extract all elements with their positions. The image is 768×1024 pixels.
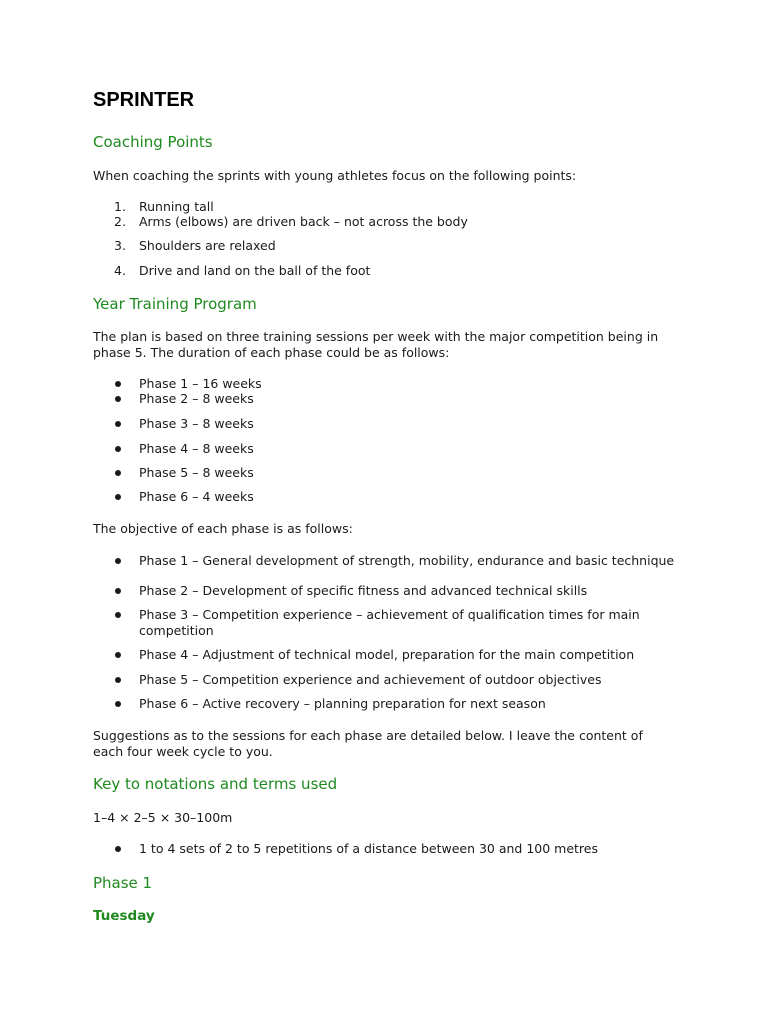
heading-phase-1: Phase 1 [93, 874, 153, 892]
bullet-icon [115, 612, 121, 618]
list-item: Phase 3 – Competition experience – achievement of qualification times for main competition [139, 607, 640, 638]
bullet-icon [115, 558, 121, 564]
list-item: Phase 6 – 4 weeks [139, 489, 254, 504]
list-item: Phase 1 – General development of strength, mobility, endurance and basic technique [139, 553, 675, 568]
list-number: 3. [114, 238, 126, 253]
list-item: Phase 2 – 8 weeks [139, 391, 254, 406]
heading-year-training-program: Year Training Program [93, 295, 257, 313]
list-number: 4. [114, 263, 126, 278]
list-item: Drive and land on the ball of the foot [139, 263, 371, 278]
suggestions-paragraph: Suggestions as to the sessions for each phase are detailed below. I leave the content of each four week cycle to you. [93, 728, 643, 759]
list-number: 1. [114, 199, 126, 214]
coaching-intro: When coaching the sprints with young athletes focus on the following points: [93, 168, 577, 183]
heading-tuesday: Tuesday [93, 908, 155, 924]
year-intro: The plan is based on three training sessions per week with the major competition being in phase 5. The duration of each phase could be as follows: [93, 329, 659, 360]
list-item: Phase 5 – Competition experience and achievement of outdoor objectives [139, 672, 602, 687]
list-item: Shoulders are relaxed [139, 238, 276, 253]
bullet-icon [115, 446, 121, 452]
list-item: Phase 4 – Adjustment of technical model, preparation for the main competition [139, 647, 635, 662]
bullet-icon [115, 652, 121, 658]
bullet-icon [115, 677, 121, 683]
bullet-icon [115, 421, 121, 427]
bullet-icon [115, 846, 121, 852]
bullet-icon [115, 701, 121, 707]
list-item: Arms (elbows) are driven back – not across the body [139, 214, 468, 229]
list-item: Phase 2 – Development of specific fitness and advanced technical skills [139, 583, 588, 598]
list-item: 1 to 4 sets of 2 to 5 repetitions of a distance between 30 and 100 metres [139, 841, 599, 856]
bullet-icon [115, 396, 121, 402]
objective-intro: The objective of each phase is as follows: [93, 521, 353, 536]
list-item: Running tall [139, 199, 214, 214]
notation-example: 1–4 × 2–5 × 30–100m [93, 810, 233, 825]
list-number: 2. [114, 214, 126, 229]
list-item: Phase 6 – Active recovery – planning preparation for next season [139, 696, 546, 711]
bullet-icon [115, 494, 121, 500]
bullet-icon [115, 381, 121, 387]
document-title: SPRINTER [93, 89, 195, 111]
list-item: Phase 3 – 8 weeks [139, 416, 254, 431]
list-item: Phase 5 – 8 weeks [139, 465, 254, 480]
bullet-icon [115, 470, 121, 476]
bullet-icon [115, 588, 121, 594]
list-item: Phase 4 – 8 weeks [139, 441, 254, 456]
heading-key-to-notations: Key to notations and terms used [93, 775, 338, 793]
heading-coaching-points: Coaching Points [93, 133, 213, 151]
list-item: Phase 1 – 16 weeks [139, 376, 262, 391]
